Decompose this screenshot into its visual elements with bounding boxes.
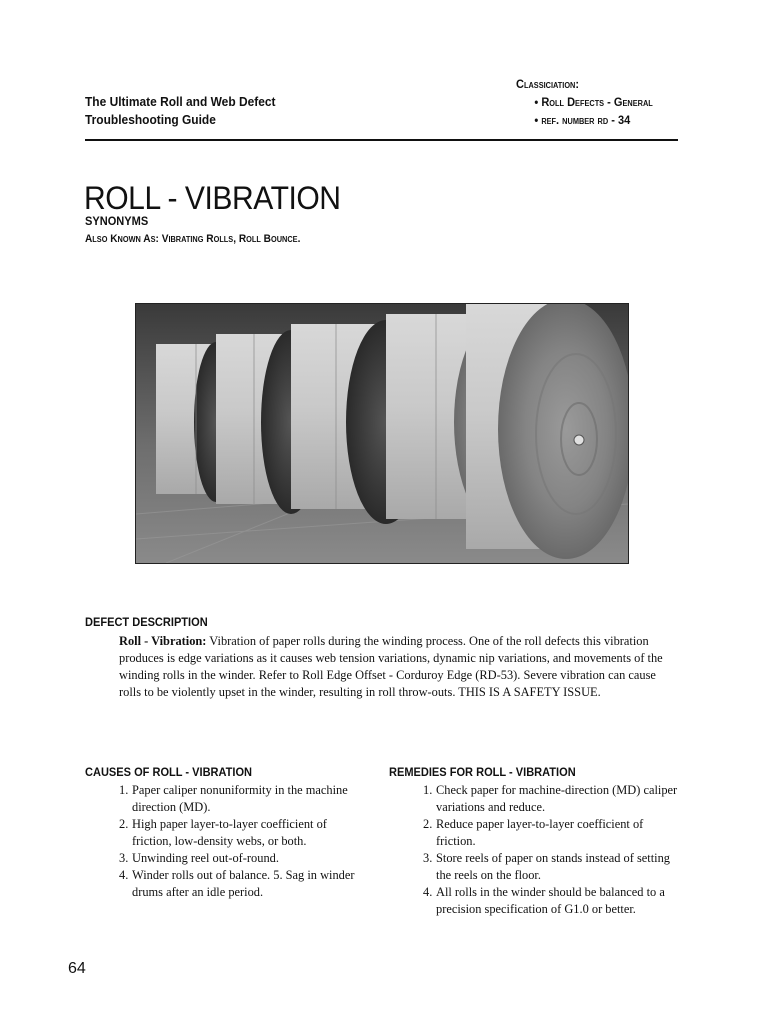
defect-term: Roll - Vibration: [119,634,207,648]
remedy-item: 1. Check paper for machine-direction (MD) caliper variations and reduce. [423,783,678,814]
page-title: ROLL - VIBRATION [84,180,341,216]
synonyms-label: SYNONYMS [85,214,149,228]
defect-description-heading: DEFECT DESCRIPTION [85,615,208,629]
page-number: 64 [68,960,86,977]
cause-item: 1. Paper caliper nonuniformity in the machine direction (MD). [119,783,348,814]
defect-description-body: Vibration of paper rolls during the winding process. One of the roll defects this vibration produces is edge variations as it causes web tension variations, dynamic nip variations, and movements of the winding rolls in the winder. Refer to Roll Edge Offset - Corduroy Edge (RD-53). Severe vibration can cause rolls to be violently upset in the winder, resulting in roll throw-outs. THIS IS A SAFETY ISSUE. [119,634,663,699]
cause-item: 2. High paper layer-to-layer coefficient of friction, low-density webs, or both. [119,817,327,848]
classification-label: Classiciation: [516,77,580,91]
classification-item-category: • Roll Defects - General [534,95,653,109]
remedy-item: 2. Reduce paper layer-to-layer coefficient of friction. [423,817,644,848]
paper-rolls-photo [135,303,629,564]
also-known-as: Also Known As: Vibrating Rolls, Roll Bounce. [85,233,301,245]
remedies-list [423,782,678,918]
remedy-item: 4. All rolls in the winder should be balanced to a precision specification of G1.0 or better. [423,885,665,916]
remedies-heading: REMEDIES FOR ROLL - VIBRATION [389,765,576,779]
header-divider [85,139,678,141]
cause-item: 3. Unwinding reel out-of-round. [119,851,279,865]
classification-block [516,75,700,129]
paper-rolls-photo-icon [136,304,628,563]
guide-title [85,93,379,129]
guide-title-line-1: The Ultimate Roll and Web Defect [85,94,276,109]
remedy-item: 3. Store reels of paper on stands instead of setting the reels on the floor. [423,851,670,882]
defect-description-text [119,633,679,701]
cause-item: 4. Winder rolls out of balance. 5. Sag in winder drums after an idle period. [119,868,355,899]
causes-heading: CAUSES OF ROLL - VIBRATION [85,765,253,779]
guide-title-line-2: Troubleshooting Guide [85,112,216,127]
classification-item-ref: • ref. number rd - 34 [534,113,631,127]
causes-list [119,782,364,901]
